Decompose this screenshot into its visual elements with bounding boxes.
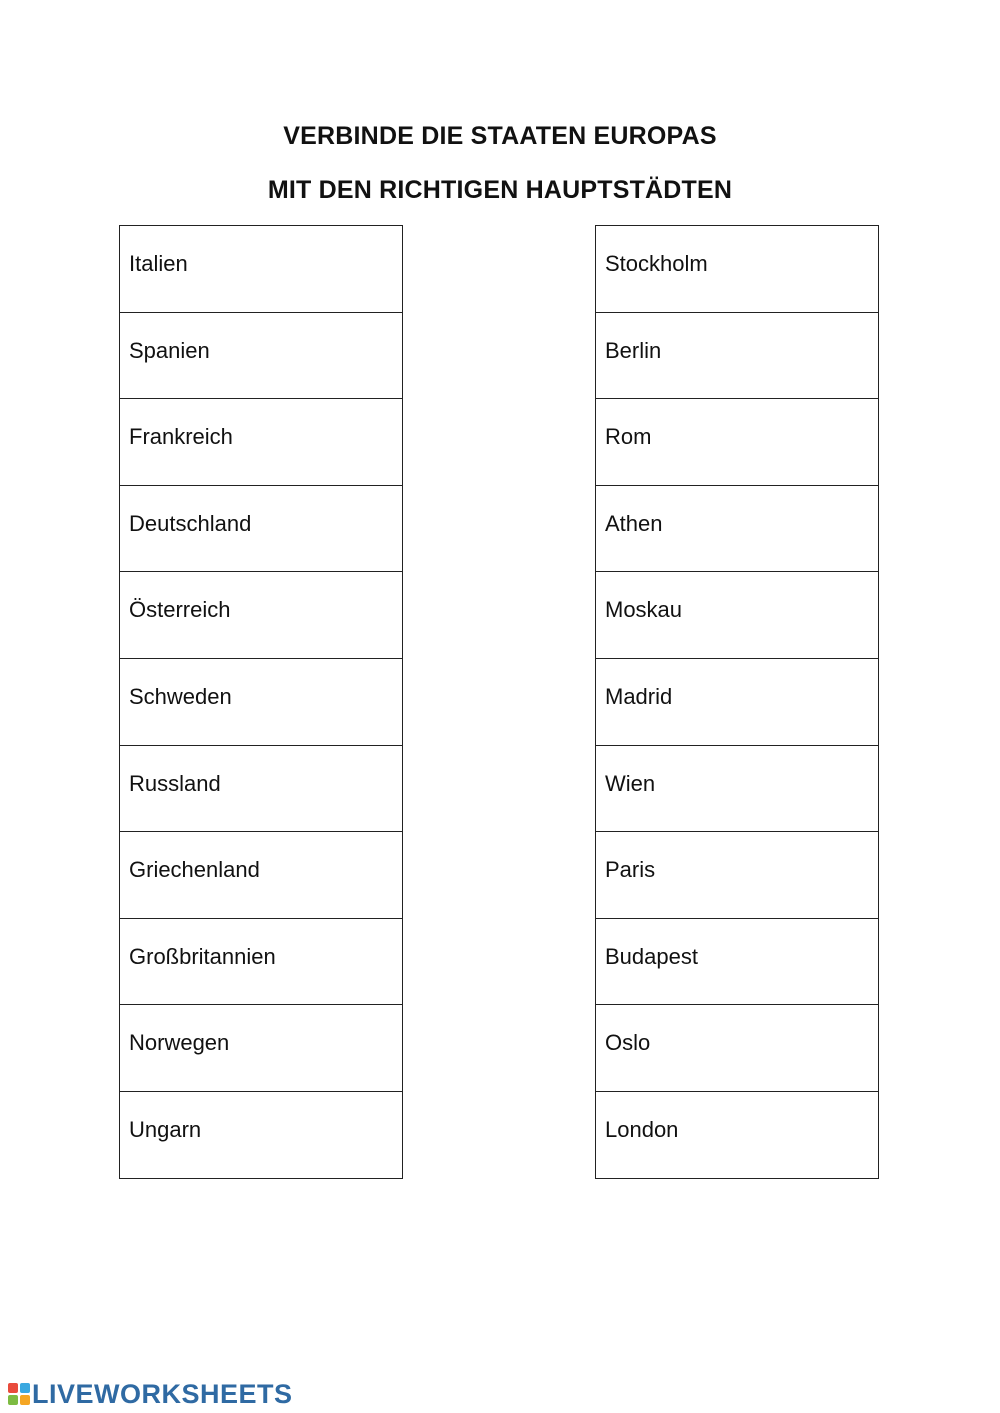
country-cell[interactable]: Spanien [119,313,403,400]
country-cell[interactable]: Italien [119,226,403,313]
page-title-line-1: VERBINDE DIE STAATEN EUROPAS [283,122,717,150]
capital-cell[interactable]: Budapest [595,919,879,1006]
capital-cell[interactable]: London [595,1092,879,1179]
country-cell[interactable]: Norwegen [119,1005,403,1092]
capital-cell[interactable]: Oslo [595,1005,879,1092]
country-cell[interactable]: Österreich [119,572,403,659]
page-title-line-2: MIT DEN RICHTIGEN HAUPTSTÄDTEN [267,176,733,204]
capital-cell[interactable]: Athen [595,486,879,573]
logo-square-icon [20,1395,30,1405]
logo-square-icon [20,1383,30,1393]
logo-square-icon [8,1383,18,1393]
capital-cell[interactable]: Madrid [595,659,879,746]
country-cell[interactable]: Deutschland [119,486,403,573]
logo-grid-icon [8,1383,30,1405]
country-cell[interactable]: Ungarn [119,1092,403,1179]
capital-cell[interactable]: Wien [595,746,879,833]
capital-cell[interactable]: Berlin [595,313,879,400]
countries-column [119,225,403,1179]
country-cell[interactable]: Schweden [119,659,403,746]
country-cell[interactable]: Griechenland [119,832,403,919]
logo-text: LIVEWORKSHEETS [32,1379,293,1409]
capital-cell[interactable]: Rom [595,399,879,486]
capitals-column [595,225,879,1179]
country-cell[interactable]: Frankreich [119,399,403,486]
country-cell[interactable]: Russland [119,746,403,833]
country-cell[interactable]: Großbritannien [119,919,403,1006]
capital-cell[interactable]: Stockholm [595,226,879,313]
liveworksheets-logo [8,1380,293,1408]
capital-cell[interactable]: Moskau [595,572,879,659]
logo-square-icon [8,1395,18,1405]
capital-cell[interactable]: Paris [595,832,879,919]
